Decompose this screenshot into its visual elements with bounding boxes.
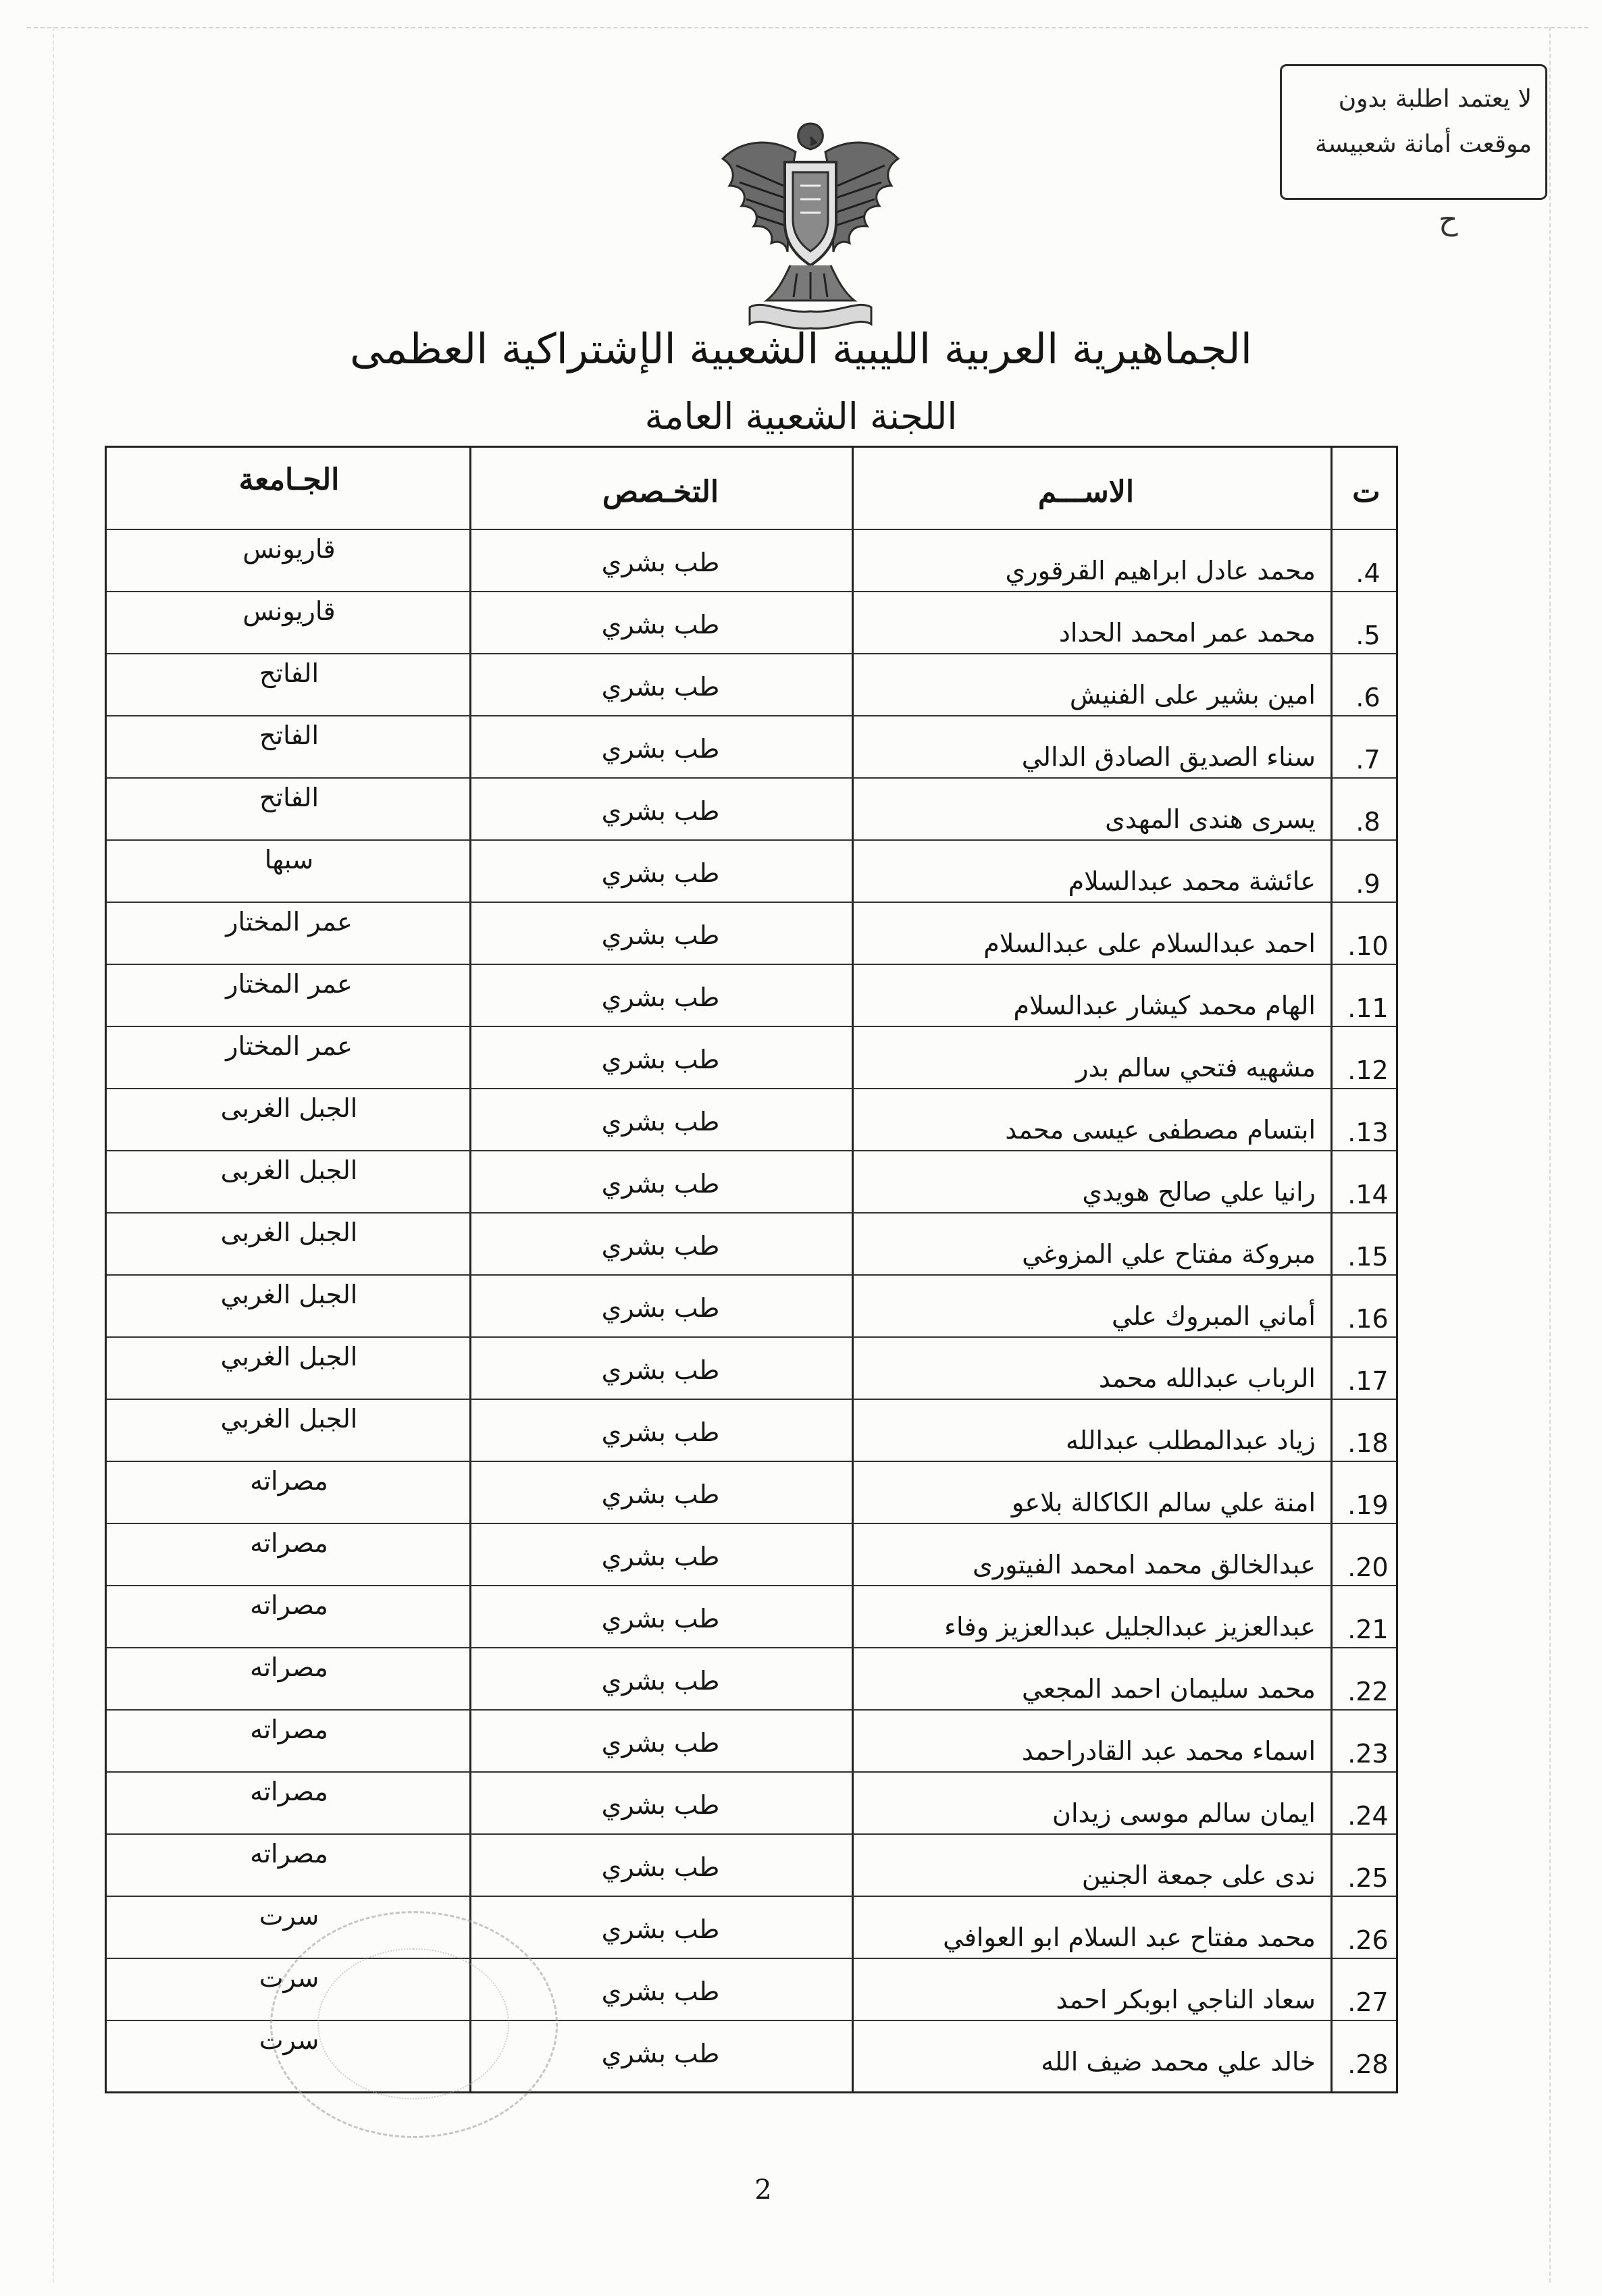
row-specialty: طب بشري bbox=[601, 1852, 720, 1882]
column-divider bbox=[1330, 448, 1333, 2091]
row-divider bbox=[107, 1523, 1396, 1524]
row-university: مصراته bbox=[250, 1715, 328, 1744]
row-university: مصراته bbox=[250, 1528, 328, 1558]
header-divider bbox=[107, 529, 1396, 530]
round-seal-stamp-inner bbox=[317, 1948, 509, 2099]
row-specialty: طب بشري bbox=[601, 1977, 720, 2006]
row-name: احمد عبدالسلام على عبدالسلام bbox=[983, 929, 1316, 958]
row-specialty: طب بشري bbox=[601, 1666, 720, 1696]
row-divider bbox=[107, 902, 1396, 903]
row-number: 9. bbox=[1355, 869, 1380, 899]
row-divider bbox=[107, 777, 1396, 779]
row-number: 23. bbox=[1347, 1739, 1389, 1769]
row-university: سرت bbox=[259, 2025, 319, 2055]
row-number: 20. bbox=[1347, 1553, 1389, 1582]
row-name: اسماء محمد عبد القادراحمد bbox=[1021, 1736, 1316, 1766]
row-divider bbox=[107, 1771, 1396, 1773]
row-divider bbox=[107, 1896, 1396, 1897]
row-name: امنة علي سالم الكاكالة بلاعو bbox=[1011, 1488, 1316, 1517]
row-number: 13. bbox=[1347, 1118, 1389, 1147]
row-name: أماني المبروك علي bbox=[1111, 1301, 1316, 1331]
row-university: قاريونس bbox=[242, 596, 336, 626]
row-name: عبدالعزيز عبدالجليل عبدالعزيز وفاء bbox=[944, 1612, 1316, 1642]
approval-stamp bbox=[1280, 64, 1547, 200]
row-number: 10. bbox=[1347, 931, 1389, 961]
row-name: محمد مفتاح عبد السلام ابو العوافي bbox=[943, 1923, 1316, 1952]
row-specialty: طب بشري bbox=[601, 2039, 720, 2068]
column-divider bbox=[469, 448, 471, 2091]
row-specialty: طب بشري bbox=[601, 1231, 720, 1261]
row-divider bbox=[107, 1833, 1396, 1835]
row-divider bbox=[107, 653, 1396, 654]
row-university: عمر المختار bbox=[226, 907, 353, 937]
row-university: سبها bbox=[264, 845, 314, 875]
row-university: الجبل الغربى bbox=[220, 1155, 358, 1185]
row-name: الرباب عبدالله محمد bbox=[1098, 1363, 1316, 1393]
row-number: 12. bbox=[1347, 1055, 1389, 1085]
row-name: يسرى هندى المهدى bbox=[1105, 804, 1316, 834]
row-specialty: طب بشري bbox=[601, 610, 720, 640]
row-specialty: طب بشري bbox=[601, 1169, 720, 1199]
row-specialty: طب بشري bbox=[601, 548, 720, 577]
row-name: زياد عبدالمطلب عبدالله bbox=[1065, 1426, 1316, 1455]
row-name: محمد عمر امحمد الحداد bbox=[1058, 618, 1316, 648]
row-number: 17. bbox=[1347, 1366, 1389, 1396]
row-specialty: طب بشري bbox=[601, 796, 720, 826]
row-university: الفاتح bbox=[259, 658, 319, 688]
row-specialty: طب بشري bbox=[601, 1293, 720, 1323]
row-specialty: طب بشري bbox=[601, 1728, 720, 1758]
row-divider bbox=[107, 1647, 1396, 1648]
document-subtitle: اللجنة الشعبية العامة bbox=[644, 395, 958, 438]
row-divider bbox=[107, 1026, 1396, 1027]
row-university: عمر المختار bbox=[226, 1031, 353, 1061]
row-university: مصراته bbox=[250, 1466, 328, 1496]
row-university: الجبل الغربي bbox=[220, 1342, 358, 1372]
row-specialty: طب بشري bbox=[601, 1480, 720, 1509]
row-specialty: طب بشري bbox=[601, 983, 720, 1012]
row-specialty: طب بشري bbox=[601, 1417, 720, 1447]
row-specialty: طب بشري bbox=[601, 734, 720, 764]
row-name: امين بشير على الفنيش bbox=[1069, 680, 1316, 710]
row-name: محمد عادل ابراهيم القرقوري bbox=[1005, 556, 1316, 585]
row-number: 25. bbox=[1347, 1863, 1389, 1893]
row-divider bbox=[107, 1336, 1396, 1338]
page-number: 2 bbox=[754, 2174, 772, 2206]
row-specialty: طب بشري bbox=[601, 1355, 720, 1385]
row-specialty: طب بشري bbox=[601, 858, 720, 888]
scan-artifact-top bbox=[27, 27, 1588, 28]
row-university: الفاتح bbox=[259, 721, 319, 750]
row-specialty: طب بشري bbox=[601, 920, 720, 950]
national-emblem-icon bbox=[709, 111, 912, 334]
row-number: 21. bbox=[1347, 1615, 1389, 1644]
row-divider bbox=[107, 964, 1396, 965]
row-name: ابتسام مصطفى عيسى محمد bbox=[1005, 1115, 1316, 1145]
row-name: عائشة محمد عبدالسلام bbox=[1068, 866, 1316, 896]
row-name: ندى على جمعة الجنين bbox=[1081, 1860, 1316, 1890]
row-specialty: طب بشري bbox=[601, 1604, 720, 1634]
row-university: مصراته bbox=[250, 1652, 328, 1682]
row-specialty: طب بشري bbox=[601, 1045, 720, 1074]
row-name: مشهيه فتحي سالم بدر bbox=[1076, 1053, 1316, 1082]
document-title: الجماهيرية العربية الليبية الشعبية الإشتراكية العظمى bbox=[350, 324, 1252, 373]
row-specialty: طب بشري bbox=[601, 672, 720, 702]
row-name: الهام محمد كيشار عبدالسلام bbox=[1013, 991, 1316, 1020]
row-university: الجبل الغربي bbox=[220, 1280, 358, 1309]
row-university: الجبل الغربى bbox=[220, 1218, 358, 1247]
row-name: سعاد الناجي ابوبكر احمد bbox=[1056, 1985, 1316, 2014]
row-university: مصراته bbox=[250, 1839, 328, 1869]
row-name: خالد علي محمد ضيف الله bbox=[1041, 2047, 1316, 2077]
row-name: محمد سليمان احمد المجعي bbox=[1022, 1674, 1316, 1704]
row-university: مصراته bbox=[250, 1777, 328, 1806]
row-number: 18. bbox=[1347, 1428, 1389, 1458]
row-number: 11. bbox=[1347, 993, 1389, 1023]
row-university: الفاتح bbox=[259, 783, 319, 812]
row-name: ايمان سالم موسى زيدان bbox=[1052, 1798, 1316, 1828]
row-name: عبدالخالق محمد امحمد الفيتورى bbox=[972, 1550, 1316, 1580]
row-number: 28. bbox=[1347, 2050, 1389, 2079]
row-specialty: طب بشري bbox=[601, 1914, 720, 1944]
row-divider bbox=[107, 1088, 1396, 1089]
row-university: سرت bbox=[259, 1901, 319, 1931]
column-header-name: الاســـم bbox=[1037, 475, 1135, 509]
row-university: الجبل الغربي bbox=[220, 1404, 358, 1434]
column-header-university: الجـامعة bbox=[238, 463, 340, 497]
row-divider bbox=[107, 1150, 1396, 1151]
row-number: 16. bbox=[1347, 1304, 1389, 1334]
stamp-line-2: موقعت أمانة شعبيسة bbox=[1315, 130, 1532, 158]
row-divider bbox=[107, 1461, 1396, 1462]
row-university: عمر المختار bbox=[226, 969, 353, 999]
column-header-number: ت bbox=[1352, 475, 1380, 509]
row-university: مصراته bbox=[250, 1590, 328, 1620]
row-number: 6. bbox=[1355, 683, 1380, 712]
row-number: 26. bbox=[1347, 1925, 1389, 1955]
row-number: 7. bbox=[1355, 745, 1380, 775]
row-university: قاريونس bbox=[242, 534, 336, 564]
row-divider bbox=[107, 1274, 1396, 1276]
row-name: مبروكة مفتاح علي المزوغي bbox=[1022, 1239, 1316, 1269]
row-divider bbox=[107, 715, 1396, 716]
stamp-line-1: لا يعتمد اطلبة بدون bbox=[1338, 85, 1532, 113]
row-specialty: طب بشري bbox=[601, 1542, 720, 1571]
row-university: سرت bbox=[259, 1963, 319, 1993]
row-number: 27. bbox=[1347, 1987, 1389, 2017]
row-number: 4. bbox=[1355, 558, 1380, 588]
students-table bbox=[105, 446, 1398, 2093]
row-number: 22. bbox=[1347, 1677, 1389, 1706]
row-specialty: طب بشري bbox=[601, 1107, 720, 1137]
column-header-specialty: التخـصص bbox=[602, 475, 719, 509]
row-divider bbox=[107, 1585, 1396, 1586]
row-divider bbox=[107, 1709, 1396, 1711]
row-number: 14. bbox=[1347, 1180, 1389, 1209]
row-university: الجبل الغربى bbox=[220, 1093, 358, 1123]
row-number: 5. bbox=[1355, 621, 1380, 650]
row-divider bbox=[107, 1212, 1396, 1214]
row-name: سناء الصديق الصادق الدالي bbox=[1021, 742, 1316, 772]
stamp-tick-mark: ح bbox=[1439, 203, 1458, 237]
row-number: 19. bbox=[1347, 1490, 1389, 1520]
column-divider bbox=[852, 448, 854, 2091]
row-number: 15. bbox=[1347, 1242, 1389, 1272]
row-number: 8. bbox=[1355, 807, 1380, 837]
row-divider bbox=[107, 591, 1396, 592]
row-divider bbox=[107, 839, 1396, 841]
row-specialty: طب بشري bbox=[601, 1790, 720, 1820]
row-name: رانيا علي صالح هويدي bbox=[1082, 1177, 1316, 1207]
row-divider bbox=[107, 1399, 1396, 1400]
row-number: 24. bbox=[1347, 1801, 1389, 1831]
